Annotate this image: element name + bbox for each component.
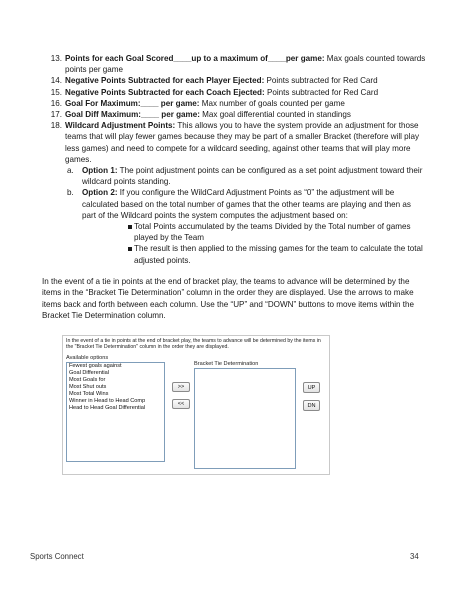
tie-break-paragraph: In the event of a tie in points at the end of bracket play, the teams to advance will be determined by the items in the “Bracket Tie Determination” column in the order they are displayed. Use the arrows to make items back and forth between each column. Use the “UP” and “DOWN” buttons to move items within the Bracket Tie Determination column. (42, 277, 415, 321)
bracket-tie-screenshot (62, 335, 330, 475)
list-item[interactable]: Head to Head Goal Differential (69, 405, 146, 411)
move-down-button[interactable]: DN (303, 400, 320, 411)
footer-brand: Sports Connect (30, 552, 84, 561)
list-item (42, 53, 427, 75)
list-item[interactable]: Most Shut outs (69, 384, 107, 390)
item-heading: Goal Diff Maximum:____ per game: (65, 110, 200, 120)
item-number: 18. (50, 121, 62, 131)
item-heading: Goal For Maximum:____ per game: (65, 98, 200, 108)
item-heading: Wildcard Adjustment Points: (65, 121, 176, 131)
available-options-label: Available options (66, 355, 109, 361)
item-heading: Negative Points Subtracted for each Player Ejected: (65, 76, 265, 86)
list-item (42, 98, 427, 109)
list-item (42, 75, 427, 86)
sub-item-text: If you configure the WildCard Adjustment Points as “0” the adjustment will be calculated based on the total number of games that the other teams are playing and then as part of the Wildcard points the system computes the adjustment based on: (82, 188, 411, 220)
square-bullet-icon (128, 247, 132, 251)
sub-list-item (42, 165, 427, 187)
item-text: Max goals counted towards points per game (65, 54, 426, 75)
item-text: Max number of goals counted per game (199, 98, 345, 108)
bullet-item (42, 221, 427, 243)
sub-item-letter: a. (67, 166, 74, 176)
list-item (42, 109, 427, 120)
page-number: 34 (410, 552, 419, 561)
move-up-button[interactable]: UP (303, 382, 320, 393)
bullet-text: Total Points accumulated by the teams Divided by the Total number of games played by the Team (134, 222, 411, 243)
available-options-listbox[interactable] (66, 362, 165, 462)
bracket-tie-listbox[interactable] (194, 368, 296, 469)
move-right-button[interactable]: >> (172, 382, 190, 392)
list-item[interactable]: Most Goals for (69, 377, 106, 383)
item-number: 16. (50, 98, 62, 108)
list-item (42, 120, 427, 165)
screenshot-intro-text: In the event of a tie in points at the end of bracket play, the teams to advance will be determined by the items in the "Bracket Tie Determination" column in the order they are displayed. (66, 338, 321, 351)
item-heading: Negative Points Subtracted for each Coach Ejected: (65, 87, 265, 97)
bullet-text: The result is then applied to the missing games for the team to calculate the total adjusted points. (134, 244, 423, 265)
list-item[interactable]: Goal Differential (69, 370, 110, 376)
bracket-tie-label: Bracket Tie Determination (194, 361, 259, 367)
sub-item-letter: b. (67, 188, 74, 198)
item-text: This allows you to have the system provide an adjustment for those teams that will play fewer games because they may be part of a smaller Bracket (therefore will play less games) and need to compete for a wildcard seeding, against other teams that will play more games. (65, 121, 420, 164)
item-number: 15. (50, 87, 62, 97)
move-left-button[interactable]: << (172, 399, 190, 409)
item-heading: Points for each Goal Scored____up to a maximum of____per game: (65, 54, 325, 63)
numbered-list (42, 53, 427, 266)
list-item (42, 87, 427, 98)
item-number: 17. (50, 110, 62, 120)
bullet-item (42, 243, 427, 265)
item-text: Max goal differential counted in standings (199, 110, 351, 120)
item-text: Points subtracted for Red Card (264, 87, 379, 97)
list-item[interactable]: Most Total Wins (69, 391, 109, 397)
list-item[interactable]: Fewest goals against (69, 363, 122, 369)
item-number: 14. (50, 76, 62, 86)
sub-item-heading: Option 2: (82, 188, 118, 198)
sub-item-text: The point adjustment points can be configured as a set point adjustment toward their wildcard points standing. (82, 166, 423, 187)
item-number: 13. (50, 54, 62, 63)
square-bullet-icon (128, 225, 132, 229)
list-item[interactable]: Winner in Head to Head Comp (69, 398, 146, 404)
item-text: Points subtracted for Red Card (264, 76, 378, 86)
sub-list-item (42, 187, 427, 221)
sub-item-heading: Option 1: (82, 166, 118, 176)
